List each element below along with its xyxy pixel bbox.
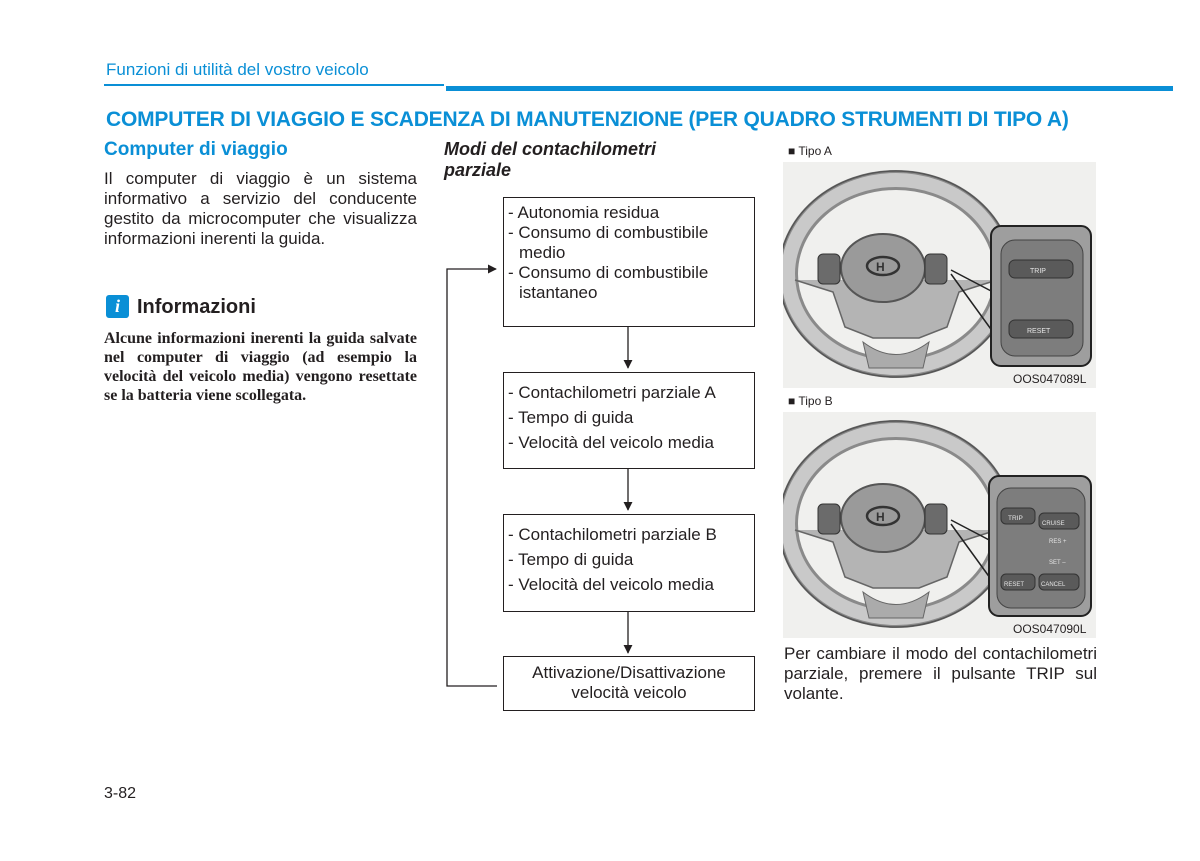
res-plus-label: RES + [1049, 539, 1067, 545]
figure-b-tag: ■ Tipo B [788, 394, 833, 408]
flow-line: istantaneo [519, 283, 598, 302]
figure-a-code: OOS047089L [1013, 372, 1087, 386]
header-rule-thin [104, 84, 444, 86]
trip-button-label: TRIP [1030, 268, 1046, 275]
flow-line: medio [519, 243, 566, 262]
cancel-button-label: CANCEL [1041, 582, 1066, 588]
flow-line: - Velocità del veicolo media [508, 433, 715, 452]
steering-wheel-icon [783, 171, 1013, 377]
set-minus-label: SET – [1049, 560, 1066, 566]
zoom-inset-a [991, 226, 1091, 366]
figure-a-tag: ■ Tipo A [788, 144, 832, 158]
cruise-button-label: CRUISE [1042, 521, 1065, 527]
loop-back-arrow [447, 269, 497, 686]
info-icon: i [106, 295, 129, 318]
page-number: 3-82 [104, 785, 137, 802]
info-title: Informazioni [137, 296, 256, 318]
section-title: Computer di viaggio [104, 139, 288, 160]
figure-b-code: OOS047090L [1013, 622, 1087, 636]
steering-wheel-b-illustration [783, 412, 1096, 638]
flow-line: - Tempo di guida [508, 408, 634, 427]
flow-box-4 [503, 656, 755, 711]
flow-box-2 [503, 372, 755, 469]
steering-wheel-a-illustration [783, 162, 1096, 388]
flow-box-3 [503, 514, 755, 612]
flow-line: - Consumo di combustibile [508, 263, 709, 282]
page-title: COMPUTER DI VIAGGIO E SCADENZA DI MANUTENZIONE (PER QUADRO STRUMENTI DI TIPO A) [106, 108, 1069, 131]
trip-instructions: Per cambiare il modo del contachilometri parziale, premere il pulsante TRIP sul volante. [784, 644, 1097, 703]
chapter-title: Funzioni di utilità del vostro veicolo [106, 60, 369, 79]
reset-button-label: RESET [1004, 582, 1025, 588]
flow-line: - Consumo di combustibile [508, 223, 709, 242]
flow-box-1 [503, 197, 755, 327]
modes-title: Modi del contachilometri parziale [444, 139, 657, 180]
svg-text:H: H [876, 260, 885, 274]
flow-line: Attivazione/Disattivazione [532, 663, 726, 682]
flow-line: - Tempo di guida [508, 550, 634, 569]
figure-a-panel [783, 162, 1096, 388]
header-rule-thick [446, 86, 1173, 91]
steering-wheel-icon [783, 421, 1013, 627]
trip-button-label: TRIP [1008, 515, 1023, 522]
info-text: Alcune informazioni inerenti la guida salvate nel computer di viaggio (ad esempio la velocità del veicolo media) vengono resettate se la batteria viene scollegata. [104, 330, 417, 404]
zoom-inset-b [989, 476, 1091, 616]
reset-button-label: RESET [1027, 328, 1051, 335]
flow-line: - Velocità del veicolo media [508, 575, 715, 594]
flow-line: velocità veicolo [571, 683, 687, 702]
flow-line: - Contachilometri parziale A [508, 383, 716, 402]
intro-paragraph: Il computer di viaggio è un sistema informativo a servizio del conducente gestito da microcomputer che visualizza informazioni inerenti la guida. [104, 169, 417, 248]
flow-line: - Autonomia residua [508, 203, 660, 222]
flow-line: - Contachilometri parziale B [508, 525, 717, 544]
figure-b-panel [783, 412, 1096, 638]
svg-text:H: H [876, 510, 885, 524]
